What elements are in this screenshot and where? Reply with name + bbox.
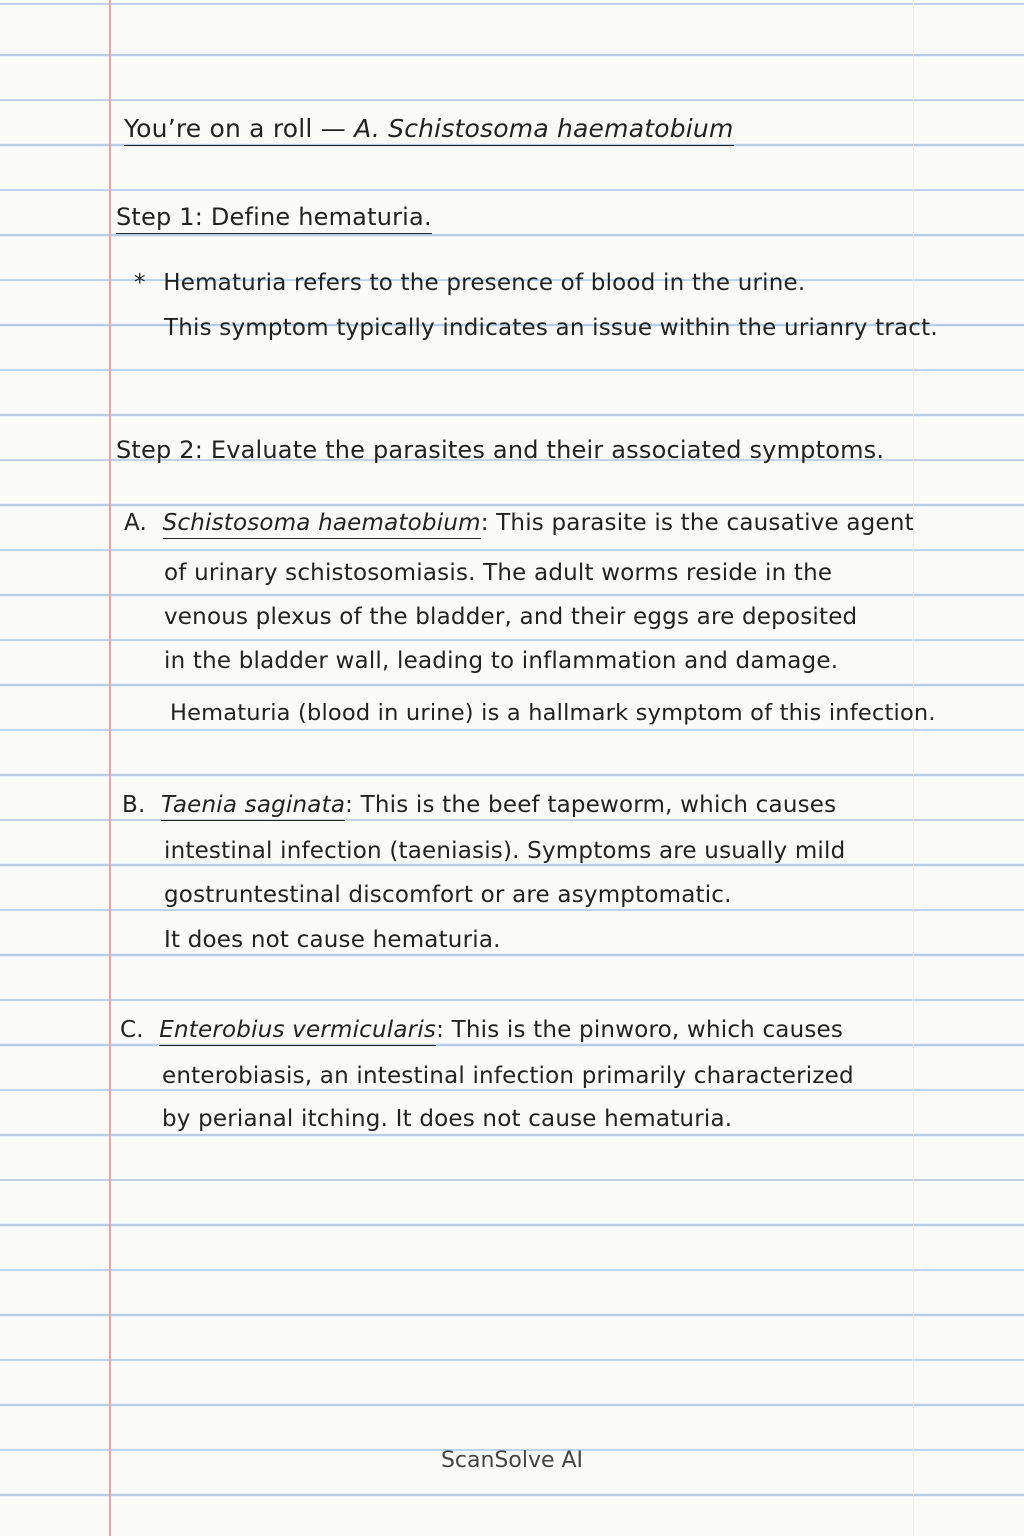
option-a-line4: in the bladder wall, leading to inflammation and damage. — [164, 648, 839, 674]
option-c-line3: by perianal itching. It does not cause hematuria. — [162, 1106, 733, 1132]
footer-brand: ScanSolve AI — [440, 1448, 584, 1473]
option-a-letter: A. — [124, 510, 148, 536]
step1-line1-row — [134, 270, 805, 296]
header-prefix: You’re on a roll — — [124, 114, 354, 146]
option-a-name: Schistosoma haematobium — [163, 510, 481, 539]
header-answer: A. Schistosoma haematobium — [354, 114, 733, 146]
option-b-line4: It does not cause hematuria. — [164, 927, 501, 953]
step1-line1: Hematuria refers to the presence of blood in the urine. — [163, 270, 806, 296]
step2-title: Step 2: Evaluate the parasites and their associated symptoms. — [116, 436, 885, 464]
option-a-line5: Hematuria (blood in urine) is a hallmark symptom of this infection. — [170, 700, 936, 726]
option-c-line1 — [120, 1017, 843, 1043]
option-c-line2: enterobiasis, an intestinal infection primarily characterized — [162, 1063, 854, 1089]
option-b-colon: : — [345, 792, 354, 818]
option-c-letter: C. — [120, 1017, 144, 1043]
option-c-line1-rest: This is the pinworo, which causes — [444, 1017, 844, 1043]
step1-line2: This symptom typically indicates an issue within the urianry tract. — [164, 315, 938, 341]
option-b-name: Taenia saginata — [161, 792, 345, 821]
option-b-line3: gostruntestinal discomfort or are asymptomatic. — [164, 882, 732, 908]
option-a-line1-rest: This parasite is the causative agent — [488, 510, 914, 536]
bullet-marker: * — [134, 270, 146, 296]
option-c-name: Enterobius vermicularis — [159, 1017, 436, 1046]
option-a-line1 — [124, 510, 914, 536]
option-a-line2: of urinary schistosomiasis. The adult worms reside in the — [164, 560, 833, 586]
option-b-line2: intestinal infection (taeniasis). Symptoms are usually mild — [164, 838, 846, 864]
option-b-line1 — [122, 792, 836, 818]
option-a-line3: venous plexus of the bladder, and their eggs are deposited — [164, 604, 858, 630]
answer-header — [124, 114, 734, 143]
option-c-colon: : — [436, 1017, 445, 1043]
option-a-colon: : — [480, 510, 489, 536]
option-b-line1-rest: This is the beef tapeworm, which causes — [353, 792, 837, 818]
right-edge-line — [913, 0, 914, 1536]
step1-title: Step 1: Define hematuria. — [116, 203, 432, 234]
step1-title-row — [116, 203, 432, 231]
margin-line — [109, 0, 111, 1536]
option-b-letter: B. — [122, 792, 146, 818]
